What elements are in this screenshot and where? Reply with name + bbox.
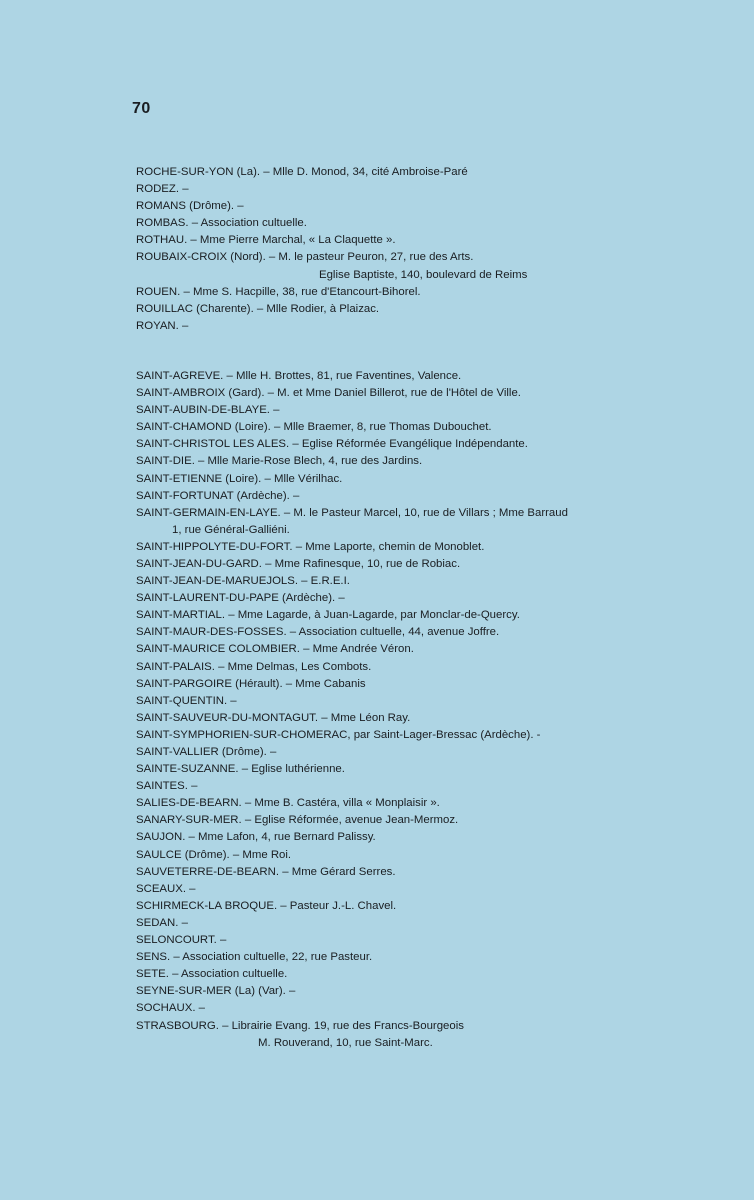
directory-entry (136, 676, 736, 693)
entry-line: SAINT-AMBROIX (Gard). – M. et Mme Daniel Billerot, rue de l'Hôtel de Ville. (136, 387, 521, 400)
directory-entry (136, 419, 736, 436)
directory-entry (136, 368, 736, 385)
entry-line: SAINT-ETIENNE (Loire). – Mlle Vérilhac. (136, 472, 343, 485)
directory-entry (136, 318, 736, 335)
directory-entry (136, 505, 736, 539)
entries-group-s (136, 368, 736, 1052)
directory-entry (136, 471, 736, 488)
directory-entry (136, 795, 736, 812)
entry-line: ROMANS (Drôme). – (136, 200, 244, 213)
directory-entry (136, 249, 736, 283)
entry-line: SAINT-GERMAIN-EN-LAYE. – M. le Pasteur Marcel, 10, rue de Villars ; Mme Barraud (136, 506, 568, 519)
directory-entry (136, 164, 736, 181)
entry-continuation-line: 1, rue Général-Galliéni. (172, 523, 290, 536)
entry-line: SAINT-MAURICE COLOMBIER. – Mme Andrée Véron. (136, 643, 414, 656)
entry-line: SAINT-PARGOIRE (Hérault). – Mme Cabanis (136, 677, 366, 690)
entry-line: SAINT-VALLIER (Drôme). – (136, 746, 277, 758)
entry-line: ROUBAIX-CROIX (Nord). – M. le pasteur Peuron, 27, rue des Arts. (136, 251, 474, 264)
entry-line: SOCHAUX. – (136, 1002, 205, 1015)
entry-line: ROUILLAC (Charente). – Mlle Rodier, à Plaizac. (136, 302, 380, 315)
entry-line: SAINT-LAURENT-DU-PAPE (Ardèche). – (136, 592, 345, 605)
entry-line: SELONCOURT. – (136, 934, 227, 947)
directory-entry (136, 488, 736, 505)
directory-entry (136, 915, 736, 932)
entry-line: SAINT-AGREVE. – Mlle H. Brottes, 81, rue Faventines, Valence. (136, 369, 462, 382)
entry-line: ROMBAS. – Association cultuelle. (136, 217, 307, 230)
entry-line: SAINTES. – (136, 780, 198, 793)
directory-entry (136, 829, 736, 846)
directory-entry (136, 864, 736, 881)
directory-entry (136, 881, 736, 898)
entry-line: SENS. – Association cultuelle, 22, rue Pasteur. (136, 951, 373, 964)
section-gap (136, 335, 736, 368)
entry-line: STRASBOURG. – Librairie Evang. 19, rue des Francs-Bourgeois (136, 1019, 464, 1032)
entry-line: SAINT-JEAN-DE-MARUEJOLS. – E.R.E.I. (136, 575, 350, 588)
directory-entry (136, 727, 736, 744)
entry-line: ROUEN. – Mme S. Hacpille, 38, rue d'Etancourt-Bihorel. (136, 285, 421, 298)
entry-line: SAINT-SYMPHORIEN-SUR-CHOMERAC, par Saint-Lager-Bressac (Ardèche). - (136, 728, 541, 741)
directory-entry (136, 284, 736, 301)
directory-entry (136, 812, 736, 829)
entry-line: SANARY-SUR-MER. – Eglise Réformée, avenue Jean-Mermoz. (136, 814, 459, 827)
directory-entry (136, 385, 736, 402)
entry-line: SAINT-CHRISTOL LES ALES. – Eglise Réformée Evangélique Indépendante. (136, 438, 528, 451)
entry-line: SAINTE-SUZANNE. – Eglise luthérienne. (136, 763, 345, 776)
entry-line: SAUVETERRE-DE-BEARN. – Mme Gérard Serres. (136, 865, 396, 878)
entry-line: SETE. – Association cultuelle. (136, 968, 288, 981)
directory-entry (136, 932, 736, 949)
directory-entry (136, 607, 736, 624)
entry-line: SCHIRMECK-LA BROQUE. – Pasteur J.-L. Chavel. (136, 899, 397, 912)
directory-entry (136, 641, 736, 658)
entry-line: SAINT-AUBIN-DE-BLAYE. – (136, 404, 280, 417)
entry-line: SAINT-MARTIAL. – Mme Lagarde, à Juan-Lagarde, par Monclar-de-Quercy. (136, 609, 520, 622)
directory-entry (136, 198, 736, 215)
entry-line: SEYNE-SUR-MER (La) (Var). – (136, 985, 296, 998)
entry-line: SAINT-QUENTIN. – (136, 694, 237, 707)
entry-continuation-line: Eglise Baptiste, 140, boulevard de Reims (319, 268, 528, 281)
directory-listing (136, 164, 736, 1052)
entry-line: SCEAUX. – (136, 882, 196, 895)
directory-entry (136, 1000, 736, 1017)
directory-entry (136, 301, 736, 318)
directory-entry (136, 215, 736, 232)
directory-entry (136, 436, 736, 453)
directory-entry (136, 453, 736, 470)
directory-entry (136, 949, 736, 966)
entry-line: SEDAN. – (136, 916, 188, 929)
directory-entry (136, 573, 736, 590)
directory-entry (136, 624, 736, 641)
entries-group-r (136, 164, 736, 335)
directory-entry (136, 1018, 736, 1052)
entry-line: RODEZ. – (136, 183, 189, 196)
directory-entry (136, 847, 736, 864)
directory-entry (136, 761, 736, 778)
directory-entry (136, 556, 736, 573)
entry-line: ROYAN. – (136, 319, 189, 332)
directory-entry (136, 898, 736, 915)
directory-entry (136, 402, 736, 419)
entry-line: SAINT-HIPPOLYTE-DU-FORT. – Mme Laporte, chemin de Monoblet. (136, 540, 485, 553)
directory-entry (136, 966, 736, 983)
entry-line: ROCHE-SUR-YON (La). – Mlle D. Monod, 34, cité Ambroise-Paré (136, 166, 468, 178)
directory-entry (136, 232, 736, 249)
directory-entry (136, 710, 736, 727)
entry-line: SAINT-MAUR-DES-FOSSES. – Association cultuelle, 44, avenue Joffre. (136, 626, 500, 639)
entry-line: SAULCE (Drôme). – Mme Roi. (136, 848, 292, 861)
page-number: 70 (132, 100, 151, 117)
directory-entry (136, 539, 736, 556)
entry-line: SAINT-SAUVEUR-DU-MONTAGUT. – Mme Léon Ray. (136, 711, 411, 724)
directory-entry (136, 983, 736, 1000)
directory-entry (136, 744, 736, 761)
entry-line: SAINT-CHAMOND (Loire). – Mlle Braemer, 8, rue Thomas Dubouchet. (136, 421, 492, 434)
entry-line: SAINT-JEAN-DU-GARD. – Mme Rafinesque, 10, rue de Robiac. (136, 557, 461, 570)
entry-line: SAINT-PALAIS. – Mme Delmas, Les Combots. (136, 660, 372, 673)
entry-line: SALIES-DE-BEARN. – Mme B. Castéra, villa « Monplaisir ». (136, 797, 440, 810)
entry-line: SAINT-FORTUNAT (Ardèche). – (136, 489, 300, 502)
directory-entry (136, 693, 736, 710)
directory-entry (136, 590, 736, 607)
entry-continuation-line: M. Rouverand, 10, rue Saint-Marc. (258, 1036, 433, 1049)
entry-line: ROTHAU. – Mme Pierre Marchal, « La Claquette ». (136, 234, 396, 247)
directory-entry (136, 778, 736, 795)
entry-line: SAINT-DIE. – Mlle Marie-Rose Blech, 4, rue des Jardins. (136, 455, 423, 468)
directory-entry (136, 659, 736, 676)
entry-line: SAUJON. – Mme Lafon, 4, rue Bernard Palissy. (136, 831, 376, 844)
directory-entry (136, 181, 736, 198)
